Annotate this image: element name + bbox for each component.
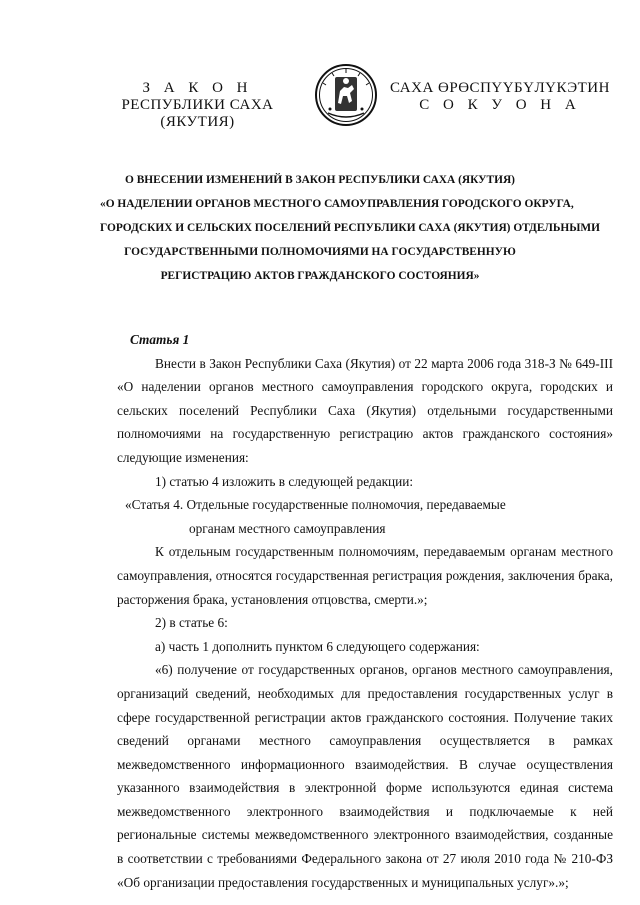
header-left-line2: РЕСПУБЛИКИ САХА (ЯКУТИЯ) — [121, 97, 274, 130]
paragraph-item-1: 1) статью 4 изложить в следующей редакции: — [155, 473, 414, 489]
title-line: РЕГИСТРАЦИЮ АКТОВ ГРАЖДАНСКОГО СОСТОЯНИЯ» — [160, 270, 480, 282]
article-4-heading-cont: органам местного самоуправления — [189, 520, 386, 536]
header-left-line1: З А К О Н — [142, 80, 253, 96]
document-title — [100, 168, 601, 288]
paragraph-subitem-a: а) часть 1 дополнить пунктом 6 следующего содержания: — [155, 638, 480, 654]
title-line: «О НАДЕЛЕНИИ ОРГАНОВ МЕСТНОГО САМОУПРАВЛЕНИЯ ГОРОДСКОГО ОКРУГА, — [100, 198, 574, 210]
header-right-line2: С О К У О Н А — [419, 97, 581, 113]
paragraph-article-4-text: К отдельным государственным полномочиям, передаваемым органам местного самоуправления, относятся государственная регистрация рождения, заключения брака, расторжения брака, установления отцовства, смерти.»; — [117, 544, 613, 607]
header-left — [85, 80, 310, 131]
coat-of-arms-icon — [314, 63, 378, 127]
article-4-heading: «Статья 4. Отдельные государственные полномочия, передаваемые — [125, 497, 506, 513]
article-heading: Статья 1 — [130, 332, 190, 347]
header-right-line1: САХА ӨРӨСПҮҮБҮЛҮКЭТИН — [390, 80, 610, 96]
title-line: ГОРОДСКИХ И СЕЛЬСКИХ ПОСЕЛЕНИЙ РЕСПУБЛИКИ САХА (ЯКУТИЯ) ОТДЕЛЬНЫМИ — [100, 222, 601, 234]
title-line: ГОСУДАРСТВЕННЫМИ ПОЛНОМОЧИЯМИ НА ГОСУДАРСТВЕННУЮ — [124, 246, 516, 258]
paragraph-item-2: 2) в статье 6: — [155, 615, 228, 631]
paragraph-point-6: «6) получение от государственных органов, органов местного самоуправления, организаций сведений, необходимых для предоставления государственных услуг в сфере государственной регистрации актов гражданского состояния. Получение таких сведений органами местного самоуправления осуществляется в рамках межведомственного информационного взаимодействия. В случае осуществления указанного взаимодействия в электронной форме используются единая система межведомственного электронного взаимодействия и подключаемые к ней региональные системы межведомственного электронного взаимодействия, созданные в соответствии с требованиями Федерального закона от 27 июля 2010 года № 210-ФЗ «Об организации предоставления государственных и муниципальных услуг».»; — [117, 662, 613, 890]
header-right — [385, 80, 615, 114]
paragraph-intro: Внести в Закон Республики Саха (Якутия) от 22 марта 2006 года 318-З № 649-III «О наделении органов местного самоуправления городского округа, городских и сельских поселений Республики Саха (Якутия) отдельными государственными полномочиями на государственную регистрацию актов гражданского состояния» следующие изменения: — [117, 355, 613, 465]
title-line: О ВНЕСЕНИИ ИЗМЕНЕНИЙ В ЗАКОН РЕСПУБЛИКИ САХА (ЯКУТИЯ) — [125, 174, 515, 186]
document-body — [117, 328, 613, 894]
